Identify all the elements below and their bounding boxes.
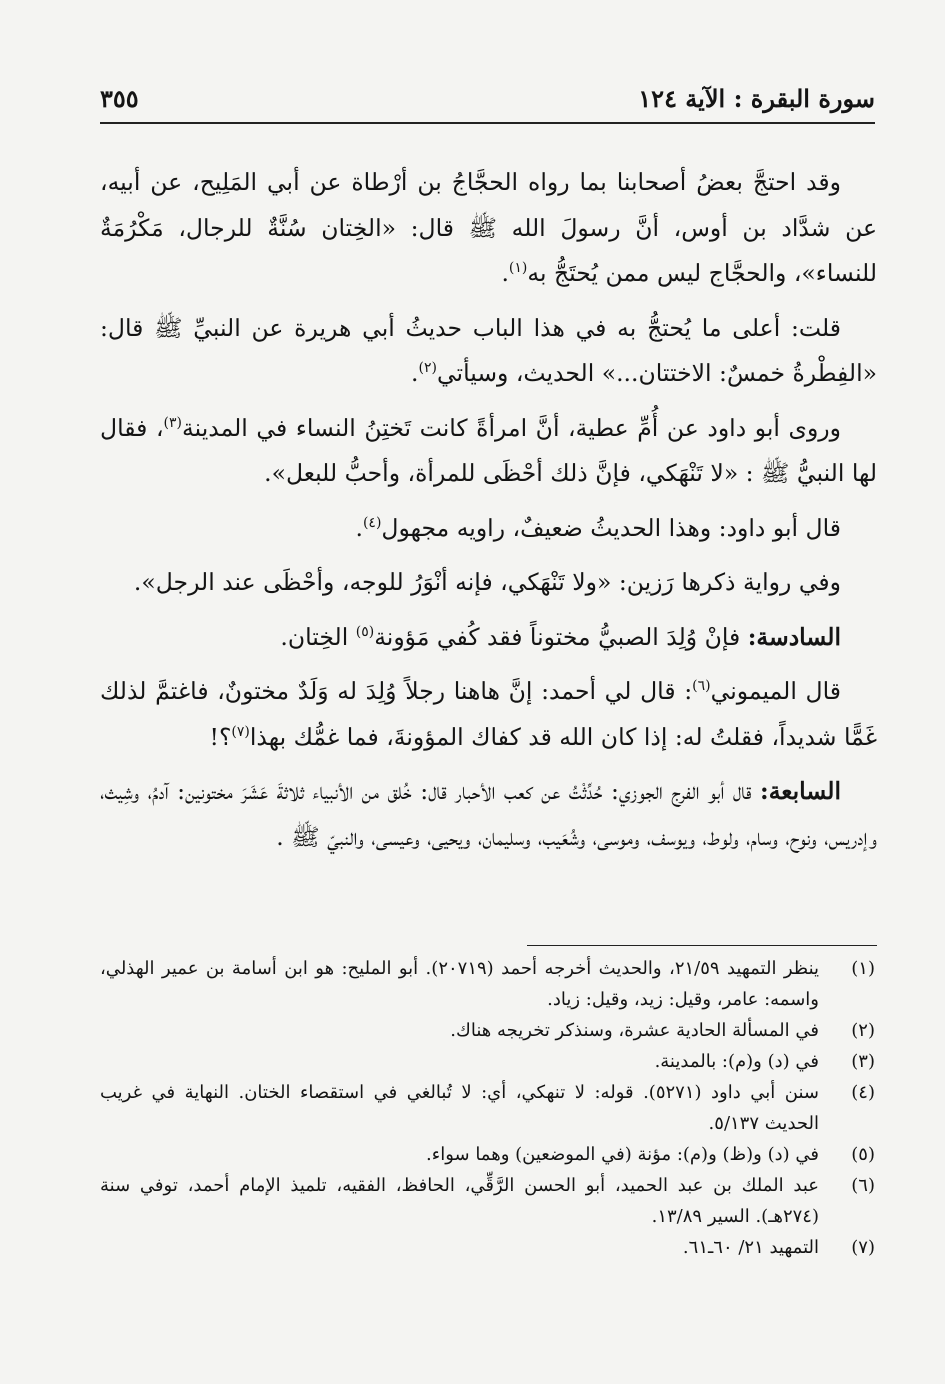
paragraph-text: وقد احتجَّ بعضُ أصحابنا بما رواه الحجَّاجُ بن أرْطاة عن أبي المَلِيح، عن أبيه، عن شدَّاد بن أوس، أنَّ رسولَ الله ﷺ قال: «الخِتان سُنَّةٌ للرجال، مَكْرُمَةٌ للنساء»، والحجَّاج ليس ممن يُحتَجُّ به — [100, 168, 877, 287]
paragraph-end: . — [411, 359, 419, 387]
paragraph-end: . — [501, 259, 509, 287]
paragraph-6 — [100, 615, 877, 661]
footnote-ref: (٧) — [231, 723, 250, 740]
footnote-number: (٣) — [851, 1051, 875, 1072]
footnote-text: سنن أبي داود (٥٢٧١). قوله: لا تنهكي، أي: لا تُبالغي في استقصاء الختان. النهاية في غريب الحديث ٥/١٣٧. — [100, 1082, 819, 1134]
paragraph-text: قال الميموني — [710, 677, 841, 705]
footnote-number: (٤) — [851, 1082, 875, 1103]
paragraph-4 — [100, 506, 877, 552]
footnote-ref: (٤) — [362, 514, 382, 531]
footnote-number: (٢) — [851, 1020, 875, 1041]
footnote-number: (٧) — [851, 1237, 875, 1258]
page-number: ٣٥٥ — [100, 84, 139, 113]
footnote-ref: (١) — [508, 260, 528, 277]
footnote-1 — [100, 953, 875, 1015]
paragraph-text: فإنْ وُلِدَ الصبيُّ مختوناً فقد كُفي مَؤونة — [374, 622, 748, 651]
paragraph-text: قال أبو داود: وهذا الحديثُ ضعيفٌ، راويه مجهول — [381, 513, 841, 542]
footnote-number: (٦) — [851, 1175, 875, 1196]
paragraph-3 — [100, 406, 877, 497]
footnote-ref: (٦) — [692, 678, 711, 695]
footnotes — [100, 953, 875, 1263]
footnote-text: في (د) و(ظ) و(م): مؤنة (في الموضعين) وهما سواء. — [426, 1144, 819, 1165]
footnote-number: (٥) — [851, 1144, 875, 1165]
paragraph-2 — [100, 306, 877, 397]
footnote-6 — [100, 1170, 875, 1232]
page-header — [100, 78, 875, 124]
paragraph-text-cont: الخِتان. — [280, 622, 356, 651]
footnote-number: (١) — [851, 958, 875, 979]
paragraph-text: وروى أبو داود عن أُمِّ عطية، أنَّ امرأةً كانت تَختِنُ النساء في المدينة — [182, 413, 841, 442]
section-label: السادسة: — [747, 622, 841, 651]
section-label: السابعة: — [760, 777, 841, 805]
paragraph-8 — [100, 769, 877, 860]
paragraph-text: قال أبو الفرج الجوزي: حُدِّثْتُ عن كعب الأحبار قال: خُلق من الأنبياء ثلاثةَ عَشَرَ مختونين: آدمُ، وشِيث، وإدريس، ونوح، وسام، ولوط، ويوسف، وموسى، وشُعَيب، وسليمان، ويحيى، وعيسى، والنبيّ ﷺ . — [100, 777, 877, 851]
paragraph-7 — [100, 669, 877, 760]
paragraph-text-cont: ، فقال لها النبيُّ ﷺ : «لا تَنْهَكي، فإنَّ ذلك أحْظَى للمرأة، وأحبُّ للبعل». — [100, 413, 877, 487]
main-text — [100, 160, 877, 869]
footnote-4 — [100, 1077, 875, 1139]
footnote-divider — [527, 945, 877, 946]
footnote-text: ينظر التمهيد ٢١/٥٩، والحديث أخرجه أحمد (٢٠٧١٩). أبو المليح: هو ابن أسامة بن عمير الهذلي، واسمه: عامر، وقيل: زيد، وقيل: زياد. — [100, 958, 820, 1010]
surah-title: سورة البقرة : الآية ١٢٤ — [638, 84, 875, 113]
paragraph-text: قلت: أعلى ما يُحتجُّ به في هذا الباب حديثُ أبي هريرة عن النبيِّ ﷺ قال: «الفِطْرةُ خمسٌ: الاختتان...» الحديث، وسيأتي — [100, 313, 877, 387]
paragraph-end: ؟! — [209, 722, 232, 751]
footnote-5 — [100, 1139, 875, 1170]
paragraph-5 — [100, 560, 877, 606]
footnote-ref: (٥) — [355, 623, 375, 640]
footnote-text: التمهيد ٢١/ ٦٠ـ٦١. — [682, 1237, 819, 1258]
footnote-2 — [100, 1015, 875, 1046]
paragraph-1 — [100, 160, 877, 297]
footnote-text: في (د) و(م): بالمدينة. — [654, 1051, 819, 1072]
footnote-ref: (٣) — [163, 414, 182, 431]
paragraph-text: وفي رواية ذكرها رَزين: «ولا تَنْهَكي، فإنه أنْوَرُ للوجه، وأحْظَى عند الرجل». — [133, 568, 841, 596]
footnote-text: عبد الملك بن عبد الحميد، أبو الحسن الرَّقِّي، الحافظ، الفقيه، تلميذ الإمام أحمد، توفي سنة (٢٧٤هـ). السير ١٣/٨٩. — [100, 1175, 820, 1227]
footnote-ref: (٢) — [418, 360, 437, 377]
footnote-3 — [100, 1046, 875, 1077]
paragraph-text-cont: : قال لي أحمد: إنَّ هاهنا رجلاً وُلِدَ له وَلَدٌ مختونٌ، فاغتمَّ لذلك غَمًّا شديداً، فقلتُ له: إذا كان الله قد كفاك المؤونةَ، فما غمُّك بهذا — [100, 677, 877, 751]
paragraph-end: . — [355, 513, 363, 542]
footnote-text: في المسألة الحادية عشرة، وسنذكر تخريجه هناك. — [450, 1020, 819, 1041]
footnote-7 — [100, 1232, 875, 1263]
